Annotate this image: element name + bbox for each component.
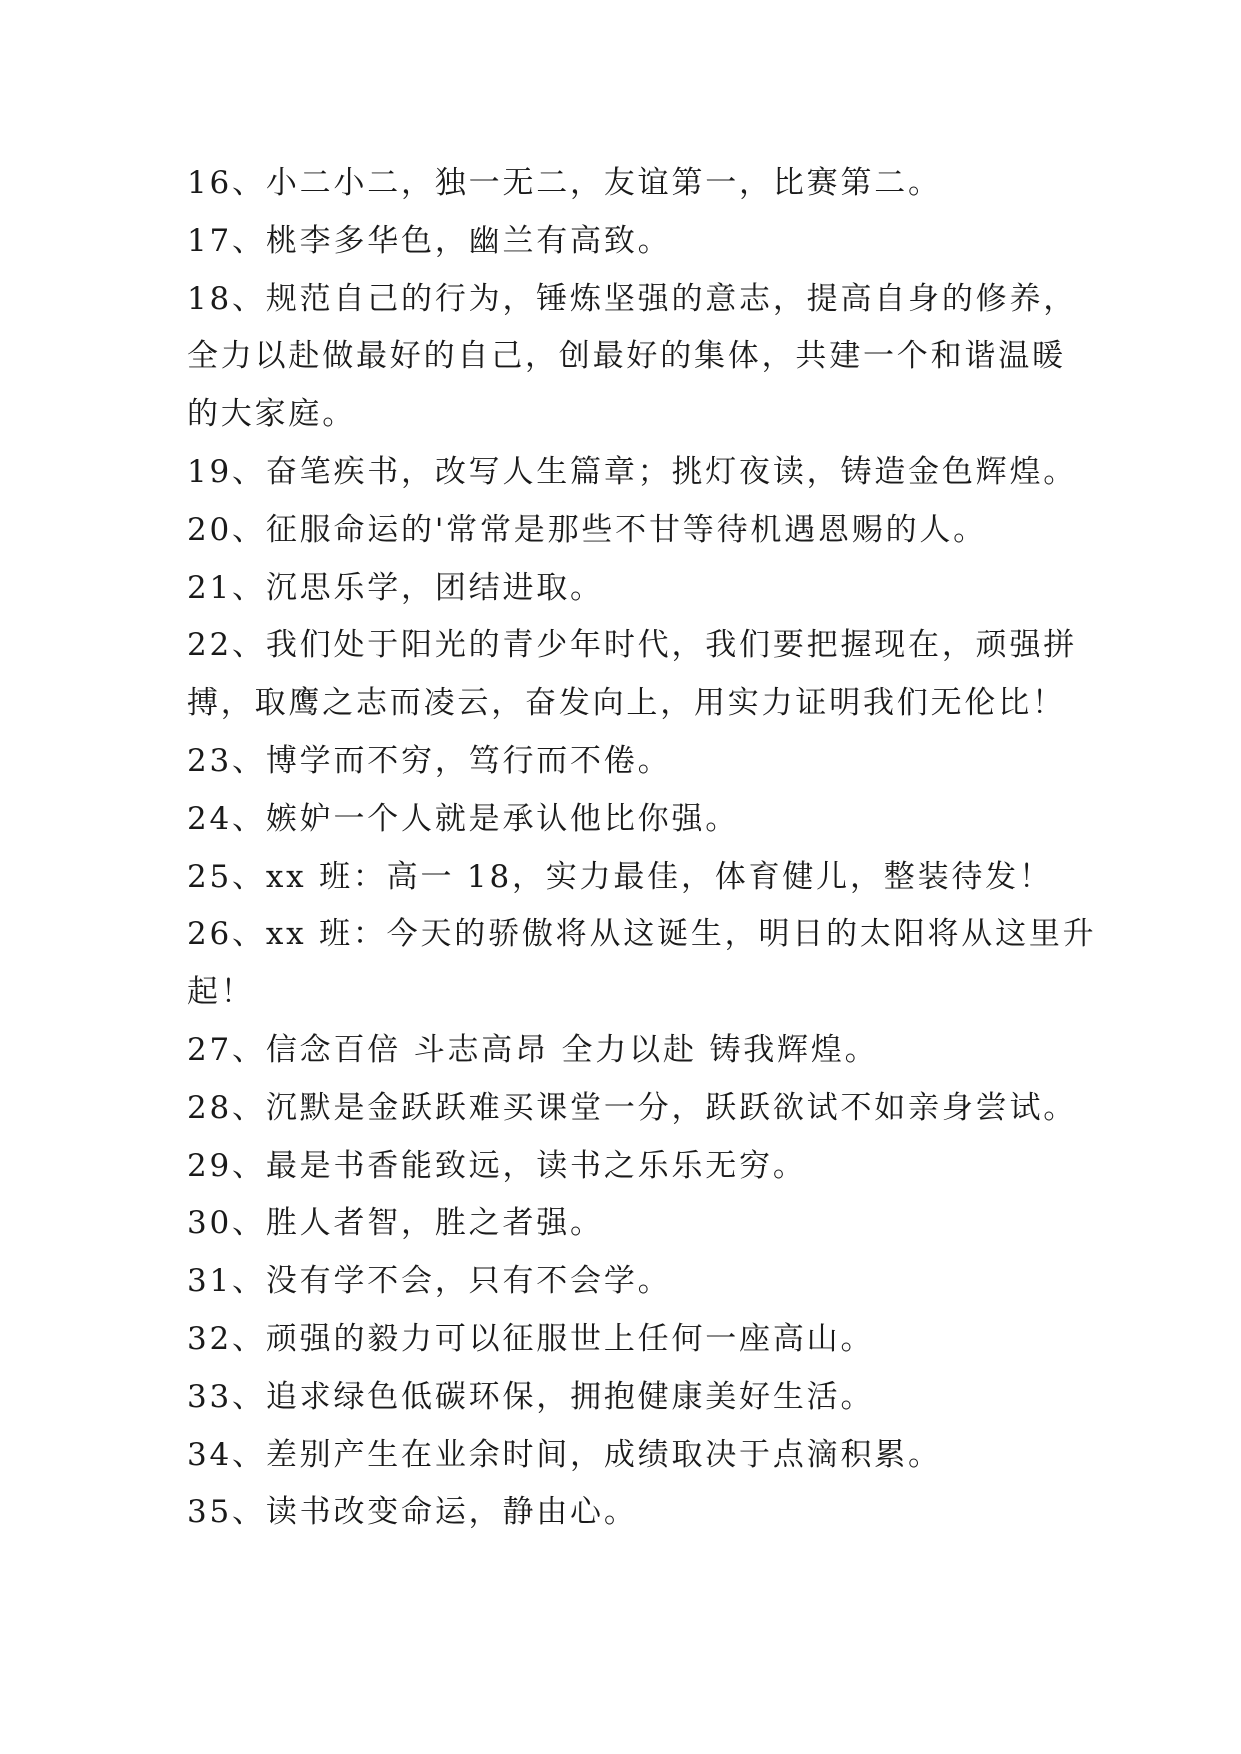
text-line: 27、信念百倍 斗志高昂 全力以赴 铸我辉煌。 bbox=[187, 1031, 879, 1068]
text-line: 的大家庭。 bbox=[187, 396, 356, 433]
text-line: 16、小二小二，独一无二，友谊第一，比赛第二。 bbox=[187, 165, 942, 201]
text-line: 起！ bbox=[187, 974, 255, 1011]
text-line: 19、奋笔疾书，改写人生篇章；挑灯夜读，铸造金色辉煌。 bbox=[187, 453, 1078, 490]
text-line: 28、沉默是金跃跃难买课堂一分，跃跃欲试不如亲身尝试。 bbox=[187, 1089, 1078, 1126]
text-line: 22、我们处于阳光的青少年时代，我们要把握现在，顽强拼 bbox=[187, 627, 1078, 664]
text-line: 30、胜人者智，胜之者强。 bbox=[187, 1205, 604, 1242]
text-line: 23、博学而不穷，笃行而不倦。 bbox=[187, 742, 672, 779]
text-line: 33、追求绿色低碳环保，拥抱健康美好生活。 bbox=[187, 1378, 875, 1415]
text-line: 35、读书改变命运，静由心。 bbox=[187, 1494, 638, 1531]
text-line: 全力以赴做最好的自己，创最好的集体，共建一个和谐温暖 bbox=[187, 338, 1066, 375]
text-line: 32、顽强的毅力可以征服世上任何一座高山。 bbox=[187, 1320, 875, 1357]
text-line: 17、桃李多华色，幽兰有高致。 bbox=[187, 222, 672, 259]
text-line: 24、嫉妒一个人就是承认他比你强。 bbox=[187, 800, 740, 837]
text-line: 34、差别产生在业余时间，成绩取决于点滴积累。 bbox=[187, 1436, 942, 1473]
text-line: 搏，取鹰之志而凌云，奋发向上，用实力证明我们无伦比！ bbox=[187, 685, 1066, 722]
text-line: 20、征服命运的'常常是那些不甘等待机遇恩赐的人。 bbox=[187, 511, 987, 548]
text-line: 21、沉思乐学，团结进取。 bbox=[187, 569, 604, 606]
text-line: 29、最是书香能致远，读书之乐乐无穷。 bbox=[187, 1147, 807, 1184]
text-line: 26、xx 班：今天的骄傲将从这诞生，明日的太阳将从这里升 bbox=[187, 916, 1097, 953]
text-line: 18、规范自己的行为，锤炼坚强的意志，提高自身的修养， bbox=[187, 280, 1078, 317]
text-line: 31、没有学不会，只有不会学。 bbox=[187, 1263, 672, 1300]
document-body bbox=[187, 155, 1097, 1542]
text-line: 25、xx 班：高一 18，实力最佳，体育健儿，整装待发！ bbox=[187, 858, 1053, 895]
